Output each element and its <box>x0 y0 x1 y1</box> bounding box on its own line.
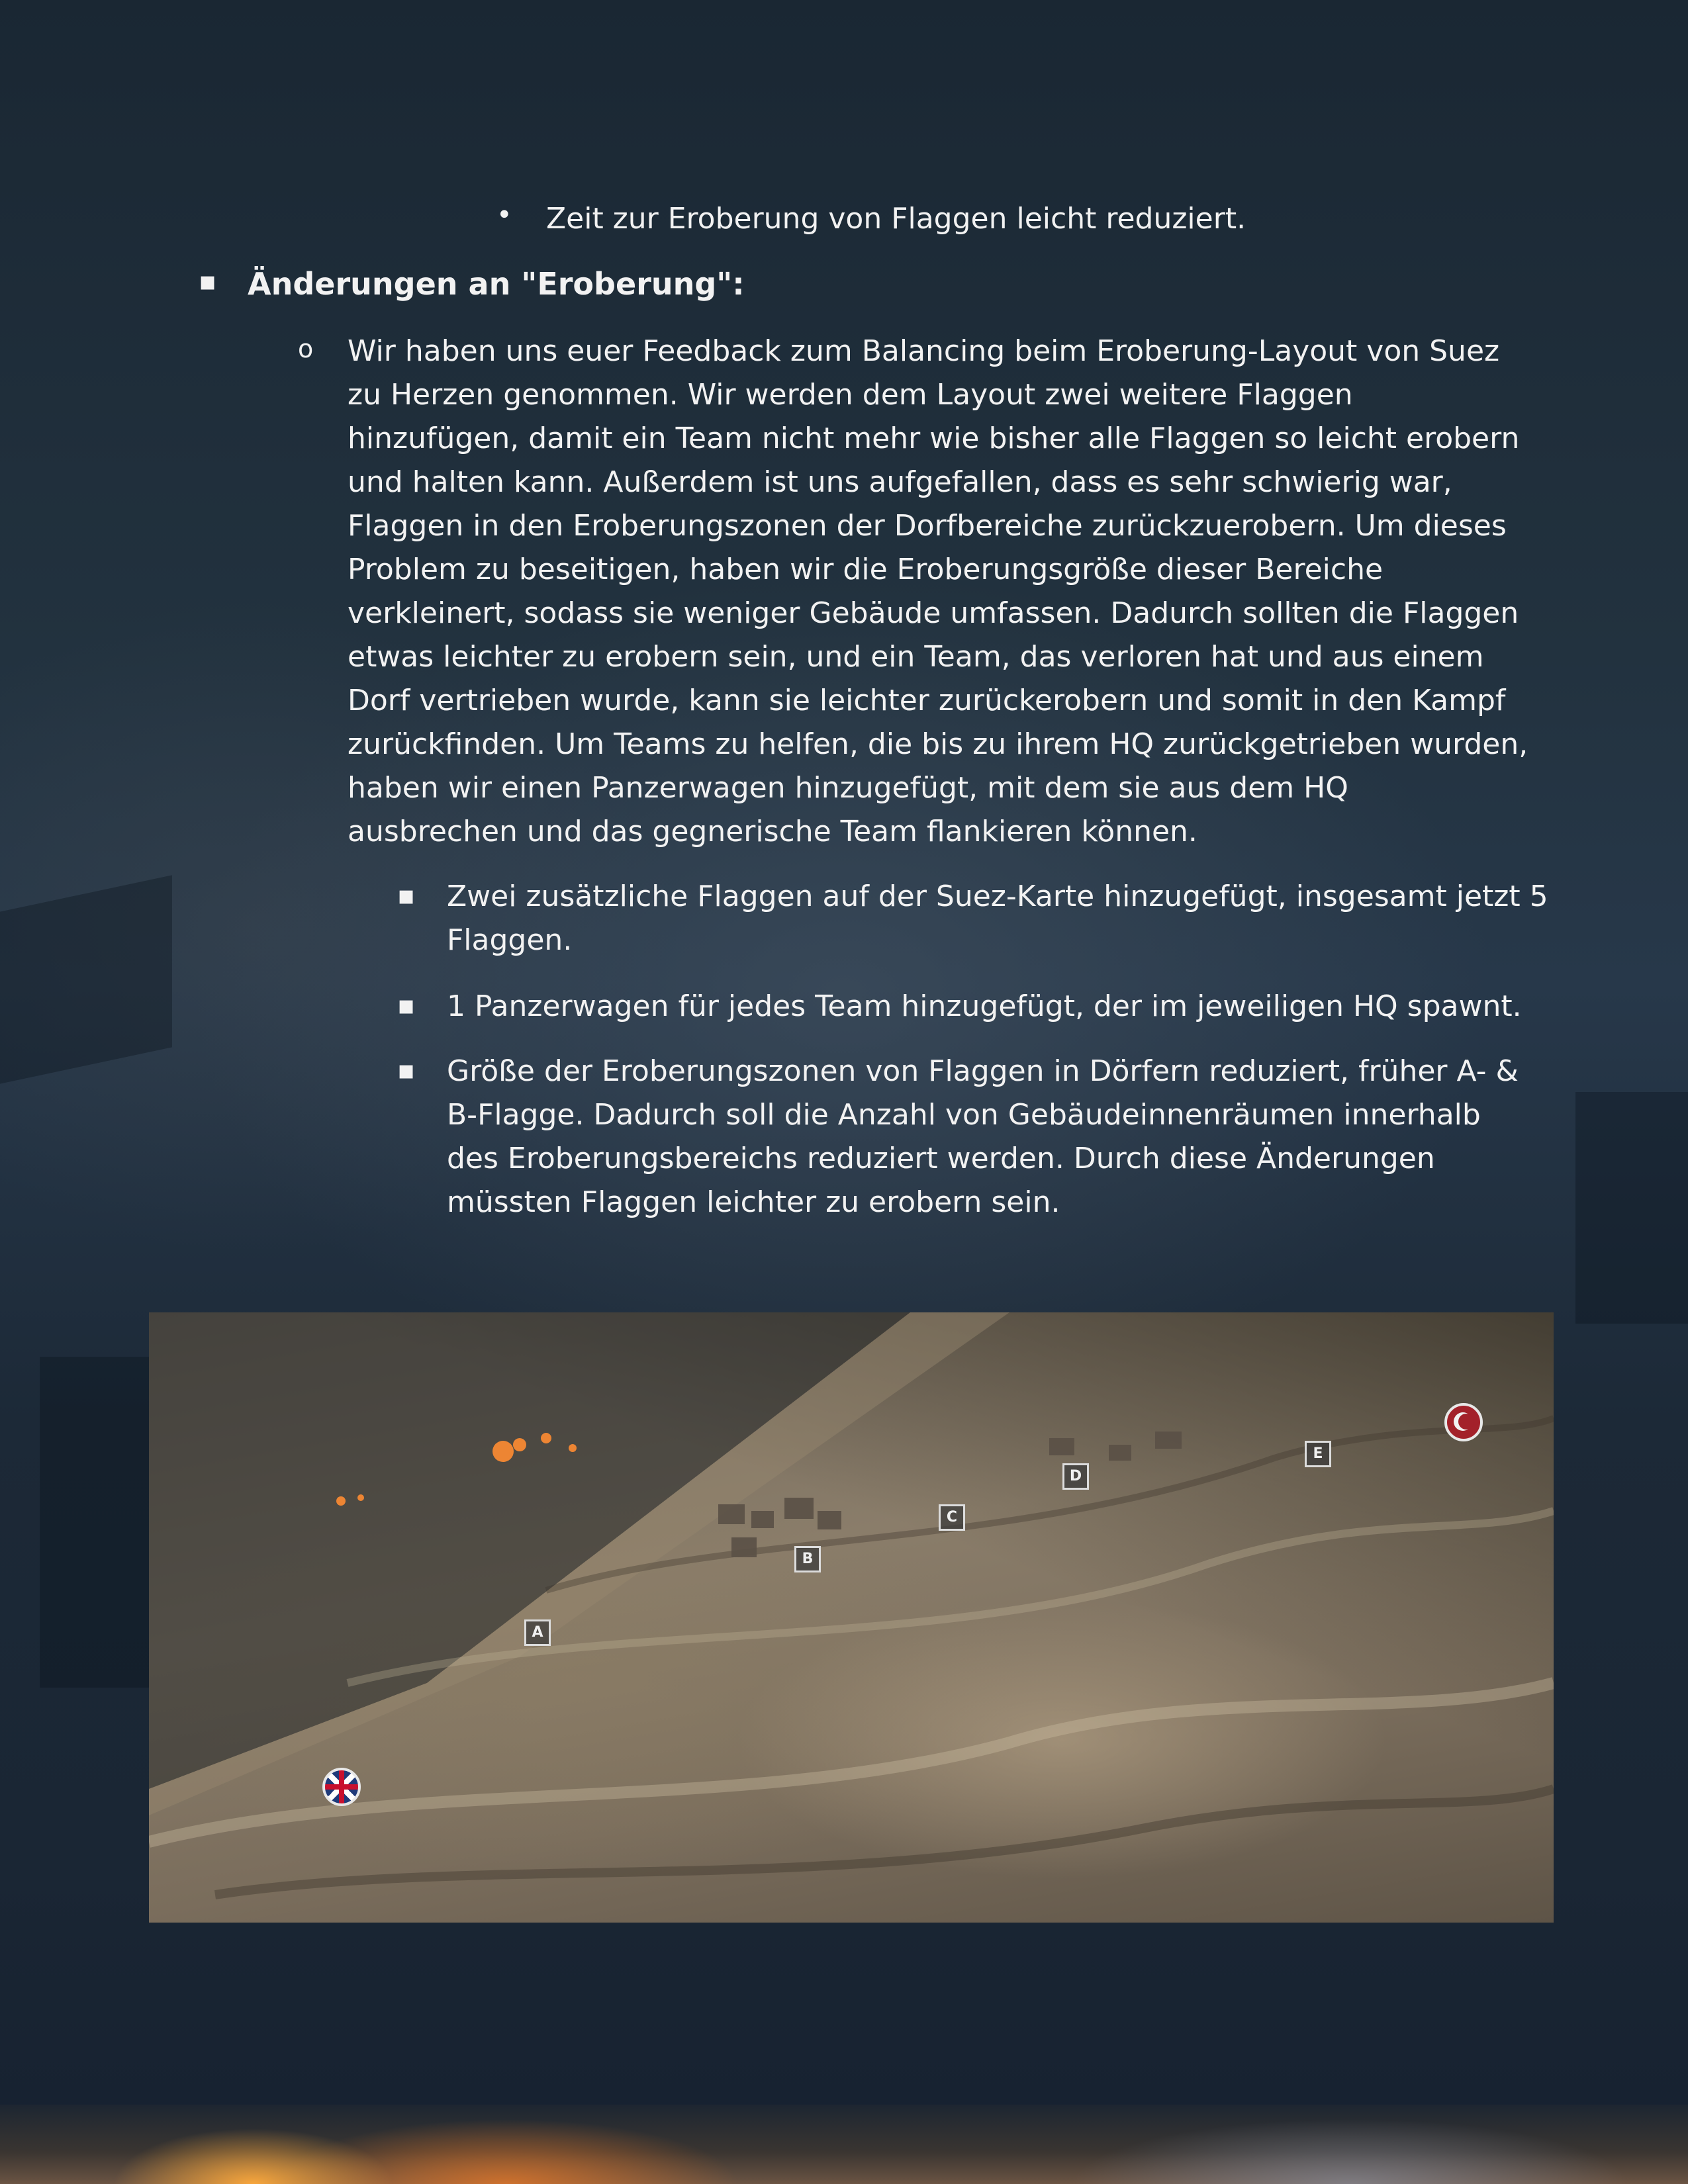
flag-b-marker: B <box>794 1546 821 1572</box>
bullet-square: ▪ <box>397 880 416 911</box>
top-list-item: Zeit zur Eroberung von Flaggen leicht reduziert. <box>546 202 1246 236</box>
paragraph-line: ausbrechen und das gegnerische Team flankieren können. <box>348 815 1197 848</box>
paragraph-line: Flaggen in den Eroberungszonen der Dorfbereiche zurückzuerobern. Um dieses <box>348 509 1507 543</box>
sub-list-item <box>447 985 1522 1028</box>
bullet-square: ▪ <box>397 990 416 1021</box>
sub-list-item <box>447 875 1548 962</box>
british-hq-icon <box>322 1768 361 1806</box>
bullet-dot: • <box>496 200 512 230</box>
background-ruins <box>40 1357 152 1688</box>
flag-d-marker: D <box>1062 1463 1089 1490</box>
section-heading: Änderungen an "Eroberung": <box>248 266 745 302</box>
paragraph-line: Wir haben uns euer Feedback zum Balancing beim Eroberung-Layout von Suez <box>348 334 1500 368</box>
paragraph-line: zurückfinden. Um Teams zu helfen, die bis zu ihrem HQ zurückgetrieben wurden, <box>348 727 1528 761</box>
paragraph-line: zu Herzen genommen. Wir werden dem Layout zwei weitere Flaggen <box>348 378 1353 412</box>
sub-item-line: B-Flagge. Dadurch soll die Anzahl von Gebäudeinnenräumen innerhalb <box>447 1098 1481 1132</box>
sub-item-line: Zwei zusätzliche Flaggen auf der Suez-Karte hinzugefügt, insgesamt jetzt 5 <box>447 880 1548 913</box>
bullet-circle: o <box>298 334 314 363</box>
sub-item-line: müssten Flaggen leichter zu erobern sein. <box>447 1185 1060 1219</box>
background-ruins <box>1575 1092 1688 1324</box>
ottoman-hq-icon <box>1444 1403 1483 1441</box>
paragraph-line: und halten kann. Außerdem ist uns aufgefallen, dass es sehr schwierig war, <box>348 465 1452 499</box>
desert-terrain <box>149 1312 1554 1923</box>
bullet-square: ▪ <box>199 266 217 296</box>
sub-item-line: 1 Panzerwagen für jedes Team hinzugefügt, der im jeweiligen HQ spawnt. <box>447 989 1522 1023</box>
bullet-square: ▪ <box>397 1055 416 1085</box>
suez-map-image <box>149 1312 1554 1923</box>
feedback-paragraph <box>348 330 1528 854</box>
paragraph-line: etwas leichter zu erobern sein, und ein Team, das verloren hat und aus einem <box>348 640 1484 674</box>
bottom-fire-banner <box>0 2105 1688 2184</box>
crescent-cutout <box>1458 1414 1474 1430</box>
sub-item-line: Flaggen. <box>447 923 573 957</box>
flag-e-marker: E <box>1305 1441 1331 1467</box>
sub-item-line: des Eroberungsbereichs reduziert werden. Durch diese Änderungen <box>447 1142 1435 1175</box>
paragraph-line: Problem zu beseitigen, haben wir die Eroberungsgröße dieser Bereiche <box>348 553 1383 586</box>
paragraph-line: hinzufügen, damit ein Team nicht mehr wie bisher alle Flaggen so leicht erobern <box>348 422 1520 455</box>
flag-a-marker: A <box>524 1619 551 1646</box>
sub-item-line: Größe der Eroberungszonen von Flaggen in Dörfern reduziert, früher A- & <box>447 1054 1519 1088</box>
paragraph-line: verkleinert, sodass sie weniger Gebäude umfassen. Dadurch sollten die Flaggen <box>348 596 1519 630</box>
background-ruins <box>0 875 172 1083</box>
flag-c-marker: C <box>939 1504 965 1531</box>
paragraph-line: Dorf vertrieben wurde, kann sie leichter zurückerobern und somit in den Kampf <box>348 684 1506 717</box>
sub-list-item <box>447 1050 1519 1224</box>
paragraph-line: haben wir einen Panzerwagen hinzugefügt, mit dem sie aus dem HQ <box>348 771 1348 805</box>
